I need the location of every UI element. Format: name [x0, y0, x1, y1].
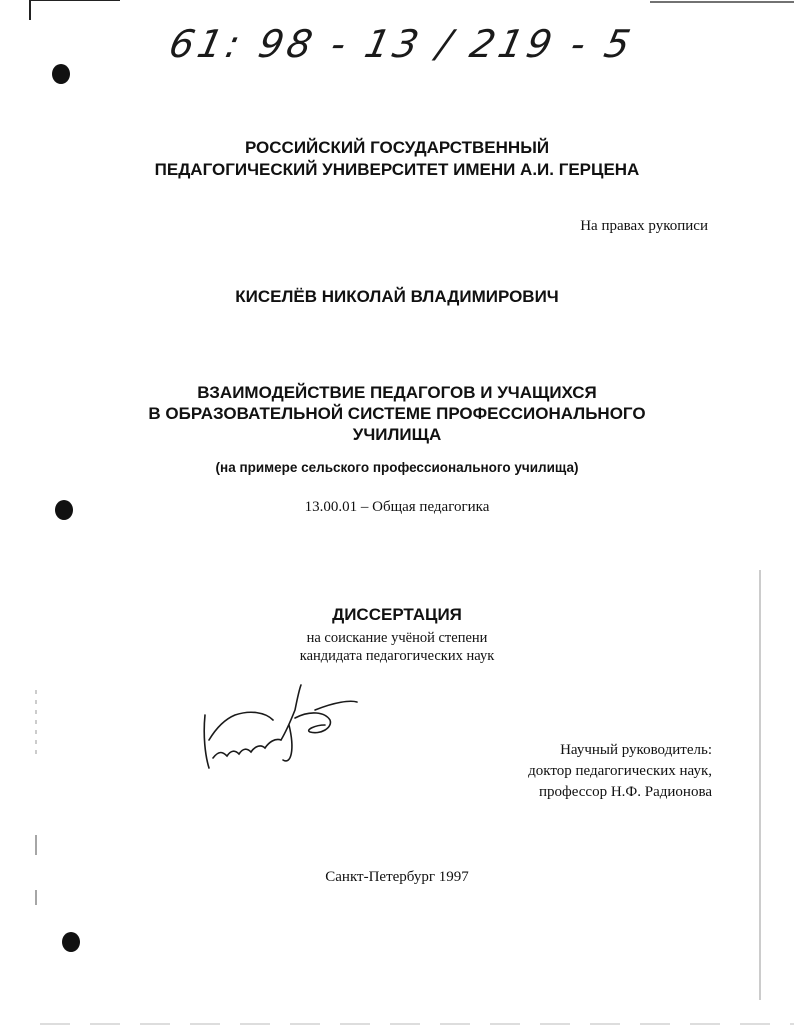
university-line-1: РОССИЙСКИЙ ГОСУДАРСТВЕННЫЙ: [244, 138, 550, 157]
author-signature: [195, 680, 370, 775]
title-line-2: В ОБРАЗОВАТЕЛЬНОЙ СИСТЕМЕ ПРОФЕССИОНАЛЬНОГО: [148, 404, 646, 423]
advisor-label: Научный руководитель:: [560, 742, 712, 758]
document-type-heading: ДИССЕРТАЦИЯ: [332, 605, 462, 624]
degree-line-2: кандидата педагогических наук: [299, 648, 495, 664]
author-name: КИСЕЛЁВ НИКОЛАЙ ВЛАДИМИРОВИЧ: [235, 287, 559, 306]
archive-code-handwritten: 61: 98 - 13 / 219 - 5: [165, 22, 639, 66]
university-name: [0, 137, 794, 181]
rights-note: На правах рукописи: [580, 218, 708, 234]
city-and-year: Санкт-Петербург 1997: [325, 869, 469, 885]
dissertation-title: [0, 382, 794, 445]
title-subtitle: (на примере сельского профессионального училища): [215, 460, 579, 475]
university-line-2: ПЕДАГОГИЧЕСКИЙ УНИВЕРСИТЕТ ИМЕНИ А.И. ГЕРЦЕНА: [154, 160, 640, 179]
specialty-code: 13.00.01 – Общая педагогика: [304, 499, 490, 515]
scientific-advisor-block: [500, 740, 712, 803]
title-line-1: ВЗАИМОДЕЙСТВИЕ ПЕДАГОГОВ И УЧАЩИХСЯ: [197, 383, 597, 402]
title-line-3: УЧИЛИЩА: [352, 425, 442, 444]
degree-line-1: на соискание учёной степени: [306, 630, 488, 646]
advisor-degree: доктор педагогических наук,: [528, 763, 712, 779]
punch-hole: [52, 64, 70, 84]
punch-hole: [62, 932, 80, 952]
advisor-name: профессор Н.Ф. Радионова: [538, 784, 712, 800]
